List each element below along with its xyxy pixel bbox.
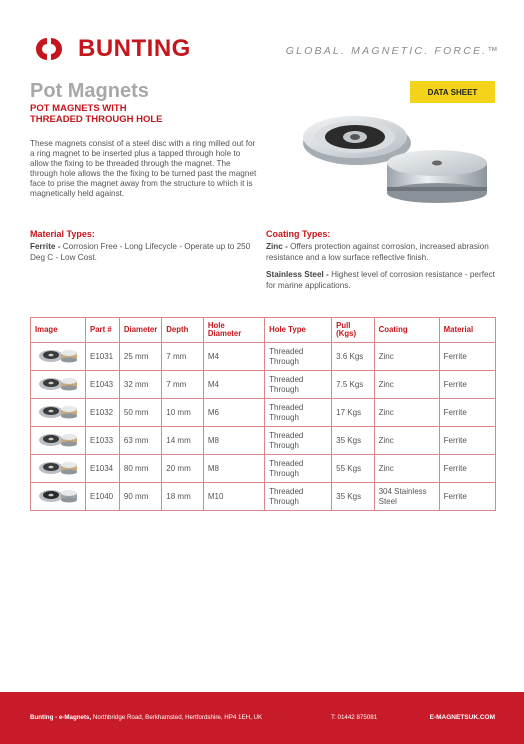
- magnet-thumbnail-cell: [31, 455, 86, 483]
- column-header: Diameter: [119, 318, 161, 343]
- cell-material: Ferrite: [439, 455, 495, 483]
- cell-coating: Zinc: [374, 371, 439, 399]
- tagline: GLOBAL. MAGNETIC. FORCE.™: [285, 45, 500, 57]
- cell-depth: 18 mm: [162, 483, 204, 511]
- cell-type: Threaded Through: [265, 483, 332, 511]
- cell-hole: M4: [203, 343, 264, 371]
- cell-depth: 7 mm: [162, 371, 204, 399]
- cell-depth: 14 mm: [162, 427, 204, 455]
- brand-logo: [30, 34, 191, 64]
- bunting-logo-icon: [30, 34, 70, 64]
- cell-pull: 35 Kgs: [332, 483, 374, 511]
- cell-part: E1033: [86, 427, 120, 455]
- cell-diameter: 25 mm: [119, 343, 161, 371]
- cell-coating: 304 Stainless Steel: [374, 483, 439, 511]
- cell-part: E1043: [86, 371, 120, 399]
- coating-description: Highest level of corrosion resistance - perfect for marine applications.: [266, 270, 495, 290]
- column-header: Depth: [162, 318, 204, 343]
- cell-type: Threaded Through: [265, 343, 332, 371]
- cell-material: Ferrite: [439, 371, 495, 399]
- footer-address-text: Northbridge Road, Berkhamsted, Hertfordshire, HP4 1EH, UK: [91, 714, 263, 721]
- material-ferrite-text: [30, 242, 260, 263]
- table-header-row: [31, 318, 496, 343]
- cell-pull: 3.6 Kgs: [332, 343, 374, 371]
- pot-magnet-thumbnail-icon: [35, 485, 81, 505]
- cell-material: Ferrite: [439, 483, 495, 511]
- table-row: [31, 483, 496, 511]
- cell-pull: 7.5 Kgs: [332, 371, 374, 399]
- cell-hole: M10: [203, 483, 264, 511]
- page-subtitle: [30, 103, 230, 125]
- data-sheet-badge: DATA SHEET: [410, 81, 495, 103]
- table-row: [31, 343, 496, 371]
- page-footer: [0, 692, 524, 744]
- cell-diameter: 80 mm: [119, 455, 161, 483]
- footer-website-link[interactable]: E-MAGNETSUK.COM: [429, 714, 495, 721]
- cell-type: Threaded Through: [265, 371, 332, 399]
- footer-address: [30, 714, 262, 721]
- cell-pull: 55 Kgs: [332, 455, 374, 483]
- pot-magnet-thumbnail-icon: [35, 345, 81, 365]
- intro-paragraph: These magnets consist of a steel disc with a ring milled out for a ring magnet to be inserted plus a tapped through hole to allow the fixing to be threaded through the magnet. The through hole allows the the fixing to be turned past the magnet face to prise the magnet away from the structure to which it is magnetically held against.: [30, 139, 257, 198]
- cell-part: E1032: [86, 399, 120, 427]
- material-description: Corrosion Free - Long Lifecycle - Operate up to 250 Deg C - Low Cost.: [30, 242, 251, 262]
- cell-hole: M8: [203, 427, 264, 455]
- coating-name: Stainless Steel -: [266, 270, 332, 279]
- cell-diameter: 32 mm: [119, 371, 161, 399]
- magnet-thumbnail-cell: [31, 399, 86, 427]
- cell-material: Ferrite: [439, 399, 495, 427]
- cell-type: Threaded Through: [265, 455, 332, 483]
- material-name: Ferrite -: [30, 242, 63, 251]
- footer-telephone: T: 01442 875081: [331, 714, 378, 721]
- table-row: [31, 427, 496, 455]
- coating-description: Offers protection against corrosion, increased abrasion resistance and a low surface reflective finish.: [266, 242, 489, 262]
- cell-coating: Zinc: [374, 343, 439, 371]
- cell-depth: 10 mm: [162, 399, 204, 427]
- pot-magnet-thumbnail-icon: [35, 457, 81, 477]
- subtitle-line: THREADED THROUGH HOLE: [30, 114, 163, 125]
- column-header: Coating: [374, 318, 439, 343]
- table-row: [31, 399, 496, 427]
- magnet-thumbnail-cell: [31, 371, 86, 399]
- column-header: Hole Diameter: [203, 318, 264, 343]
- column-header: Image: [31, 318, 86, 343]
- cell-pull: 35 Kgs: [332, 427, 374, 455]
- pot-magnet-thumbnail-icon: [35, 401, 81, 421]
- table-row: [31, 371, 496, 399]
- coating-types-heading: Coating Types:: [266, 229, 331, 239]
- magnet-thumbnail-cell: [31, 343, 86, 371]
- page-title: Pot Magnets: [30, 80, 149, 102]
- magnet-thumbnail-cell: [31, 427, 86, 455]
- column-header: Material: [439, 318, 495, 343]
- pot-magnet-thumbnail-icon: [35, 373, 81, 393]
- cell-part: E1034: [86, 455, 120, 483]
- cell-part: E1031: [86, 343, 120, 371]
- page-header: [30, 34, 500, 68]
- footer-company: Bunting - e-Magnets,: [30, 714, 92, 721]
- cell-coating: Zinc: [374, 455, 439, 483]
- coating-name: Zinc -: [266, 242, 291, 251]
- cell-diameter: 50 mm: [119, 399, 161, 427]
- cell-depth: 7 mm: [162, 343, 204, 371]
- column-header: Pull (Kgs): [332, 318, 374, 343]
- cell-hole: M4: [203, 371, 264, 399]
- pot-magnet-thumbnail-icon: [35, 429, 81, 449]
- cell-diameter: 63 mm: [119, 427, 161, 455]
- cell-diameter: 90 mm: [119, 483, 161, 511]
- cell-type: Threaded Through: [265, 427, 332, 455]
- material-types-heading: Material Types:: [30, 229, 95, 239]
- cell-hole: M8: [203, 455, 264, 483]
- magnet-thumbnail-cell: [31, 483, 86, 511]
- cell-material: Ferrite: [439, 343, 495, 371]
- cell-depth: 20 mm: [162, 455, 204, 483]
- cell-material: Ferrite: [439, 427, 495, 455]
- coating-stainless-text: [266, 270, 496, 291]
- coating-zinc-text: [266, 242, 496, 263]
- cell-type: Threaded Through: [265, 399, 332, 427]
- specification-table: [30, 317, 496, 511]
- cell-part: E1040: [86, 483, 120, 511]
- subtitle-line: POT MAGNETS WITH: [30, 103, 127, 114]
- brand-name: BUNTING: [78, 35, 191, 62]
- cell-hole: M6: [203, 399, 264, 427]
- cell-pull: 17 Kgs: [332, 399, 374, 427]
- cell-coating: Zinc: [374, 399, 439, 427]
- pot-magnet-product-image: [295, 105, 495, 205]
- table-row: [31, 455, 496, 483]
- cell-coating: Zinc: [374, 427, 439, 455]
- column-header: Part #: [86, 318, 120, 343]
- column-header: Hole Type: [265, 318, 332, 343]
